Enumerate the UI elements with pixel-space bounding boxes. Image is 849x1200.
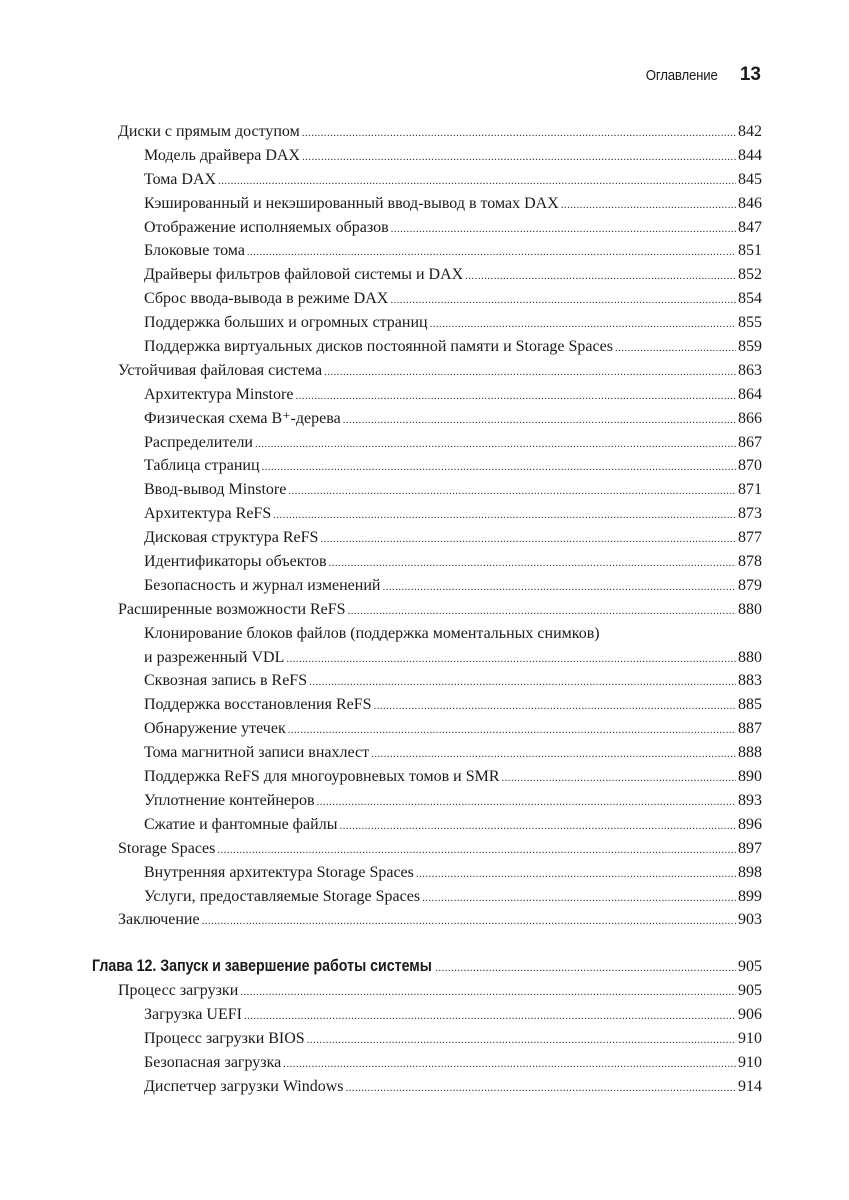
toc-entry (118, 1075, 762, 1099)
page-number: 13 (739, 64, 761, 85)
toc-entry (118, 120, 762, 144)
toc-entry (118, 861, 762, 885)
toc-entry-page: 914 (738, 1077, 762, 1095)
leader-dots (288, 719, 736, 741)
leader-dots (262, 456, 736, 478)
toc-entry-title: Модель драйвера DAX (144, 146, 301, 164)
leader-dots (346, 1077, 737, 1099)
toc-entry-page: 893 (738, 791, 762, 809)
toc-entry (118, 263, 762, 287)
leader-dots (422, 887, 736, 909)
toc-entry-title: Блоковые тома (144, 242, 245, 260)
toc-entry (118, 598, 762, 622)
toc-entry (118, 311, 762, 335)
leader-dots (244, 1005, 736, 1027)
toc-entry-title: Распределители (144, 433, 253, 451)
toc-entry (118, 693, 762, 717)
toc-entry-title: Заключение (118, 911, 200, 929)
leader-dots (615, 337, 736, 359)
toc-entry-title: Поддержка ReFS для многоуровневых томов и SMR (144, 768, 500, 786)
toc-entry-page: 877 (738, 529, 762, 547)
toc-entry-title: Таблица страниц (144, 457, 260, 475)
toc-entry-title: Сжатие и фантомные файлы (144, 815, 338, 833)
leader-dots (240, 981, 736, 1003)
leader-dots (561, 194, 736, 216)
toc-entry-title: Безопасная загрузка (144, 1053, 282, 1071)
toc-entry-title: Услуги, предоставляемые Storage Spaces (144, 887, 421, 905)
toc-entry-title: Процесс загрузки BIOS (144, 1029, 305, 1047)
toc-entry-page: 880 (738, 648, 762, 666)
toc-entry-title: Тома DAX (144, 170, 217, 188)
toc-entry-page: 906 (738, 1005, 762, 1023)
leader-dots (283, 1053, 736, 1075)
toc-entry (118, 1003, 762, 1027)
toc-entry-title: Поддержка виртуальных дисков постоянной памяти и Storage Spaces (144, 338, 613, 356)
toc-entry (118, 574, 762, 598)
leader-dots (382, 576, 736, 598)
toc-entry-title: Поддержка больших и огромных страниц (144, 314, 428, 332)
leader-dots (288, 480, 736, 502)
toc-entry-page: 847 (738, 218, 762, 236)
toc-entry (118, 717, 762, 741)
toc-entry-page: 897 (738, 839, 762, 857)
leader-dots (502, 767, 737, 789)
leader-dots (390, 289, 736, 311)
toc-entry-page: 910 (738, 1029, 762, 1047)
toc-entry-page: 842 (738, 123, 762, 140)
leader-dots (329, 552, 736, 574)
toc-entry-title: Уплотнение контейнеров (144, 791, 315, 809)
toc-entry (118, 192, 762, 216)
toc-entry-title: Сквозная запись в ReFS (144, 672, 308, 690)
toc-entry-page: 885 (738, 696, 762, 714)
running-head-title: Оглавление (646, 67, 718, 84)
toc-entry (118, 837, 762, 861)
toc-entry (118, 478, 762, 502)
leader-dots (374, 695, 736, 717)
leader-dots (217, 839, 736, 861)
running-head (636, 64, 761, 86)
toc-entry-title: Идентификаторы объектов (144, 553, 327, 571)
toc-entry-title: Поддержка восстановления ReFS (144, 696, 372, 714)
toc-entry (118, 813, 762, 837)
toc-entry-page: 855 (738, 314, 762, 332)
toc-entry (118, 526, 762, 550)
toc-entry (118, 1051, 762, 1075)
toc-entry-page: 899 (738, 887, 762, 905)
leader-dots (295, 385, 736, 407)
toc-entry-page: 887 (738, 720, 762, 738)
toc-entry-title: Сброс ввода-вывода в режиме DAX (144, 290, 389, 308)
toc-entry-page: 879 (738, 576, 762, 594)
leader-dots (255, 433, 736, 455)
toc-entry (118, 765, 762, 789)
leader-dots (465, 265, 736, 287)
toc-entry-page: 880 (738, 600, 762, 618)
leader-dots (348, 600, 736, 622)
toc-entry (118, 144, 762, 168)
toc-entry-title: Физическая схема B⁺-дерева (144, 409, 341, 427)
leader-dots (339, 815, 736, 837)
leader-dots (302, 122, 736, 144)
toc-entry-page: 898 (738, 863, 762, 881)
toc-entry-page: 890 (738, 768, 762, 786)
toc-entry-page: 846 (738, 194, 762, 212)
leader-dots (302, 146, 736, 168)
toc-entry (118, 407, 762, 431)
toc-entry-page: 873 (738, 505, 762, 523)
toc-entry-page: 871 (738, 481, 762, 499)
toc-entry-title: Кэшированный и некэшированный ввод-вывод в томах DAX (144, 194, 559, 212)
leader-dots (371, 743, 736, 765)
toc-entry-title: Расширенные возможности ReFS (118, 600, 346, 618)
toc-entry-page: 870 (738, 457, 762, 475)
toc-entry (118, 979, 762, 1003)
toc-entry-title: и разреженный VDL (144, 648, 285, 666)
toc-entry (118, 885, 762, 909)
leader-dots (391, 218, 736, 240)
toc-list (118, 120, 762, 932)
toc-entry-title: Процесс загрузки (118, 982, 239, 999)
toc-entry-title: Внутренняя архитектура Storage Spaces (144, 863, 414, 881)
toc-entry-page: 866 (738, 409, 762, 427)
toc-entry-page: 859 (738, 338, 762, 356)
leader-dots (202, 910, 736, 932)
toc-entry (118, 335, 762, 359)
toc-entry (118, 454, 762, 478)
leader-dots (430, 313, 736, 335)
toc-entry-title: Диспетчер загрузки Windows (144, 1077, 344, 1095)
toc-entry-title: Клонирование блоков файлов (поддержка моментальных снимков) (144, 624, 600, 642)
toc-entry-page: 903 (738, 911, 762, 929)
toc-entry-title: Диски с прямым доступом (118, 123, 300, 140)
toc-entry (118, 239, 762, 263)
toc-entry-page: 844 (738, 146, 762, 164)
toc-entry (118, 1027, 762, 1051)
chapter-heading (92, 954, 762, 978)
toc-entry (118, 550, 762, 574)
leader-dots (286, 648, 736, 670)
toc-entry-title: Загрузка UEFI (144, 1005, 242, 1023)
leader-dots (324, 361, 736, 383)
leader-dots (309, 671, 736, 693)
toc-entry-page: 878 (738, 553, 762, 571)
toc-entry-page: 863 (738, 361, 762, 379)
leader-dots (320, 528, 736, 550)
toc-entry (118, 168, 762, 192)
toc-entry-page: 845 (738, 170, 762, 188)
toc-entry (118, 669, 762, 693)
toc-entry-title: Отображение исполняемых образов (144, 218, 389, 236)
leader-dots (247, 241, 736, 263)
toc-entry-page: 854 (738, 290, 762, 308)
leader-dots (273, 504, 736, 526)
toc-entry-title: Обнаружение утечек (144, 720, 286, 738)
toc-entry-page: 851 (738, 242, 762, 260)
toc-entry-title: Дисковая структура ReFS (144, 529, 319, 547)
toc-entry (118, 359, 762, 383)
toc-entry-page: 852 (738, 266, 762, 284)
toc-entry (118, 383, 762, 407)
toc-entry (118, 287, 762, 311)
toc-entry (118, 741, 762, 765)
chapter-title: Глава 12. Запуск и завершение работы системы (92, 957, 432, 975)
toc-entry-title: Безопасность и журнал изменений (144, 576, 381, 594)
leader-dots (317, 791, 736, 813)
toc-entry-page: 867 (738, 433, 762, 451)
toc-entry-title: Архитектура ReFS (144, 505, 272, 523)
leader-dots (343, 409, 736, 431)
toc-entry-title: Архитектура Minstore (144, 385, 294, 403)
toc-entry-title: Устойчивая файловая система (118, 361, 323, 379)
toc-entry-page: 864 (738, 385, 762, 403)
toc-entry-page: 888 (738, 744, 762, 762)
chapter-toc-list (118, 979, 762, 1098)
leader-dots (416, 863, 736, 885)
toc-entry-page: 896 (738, 815, 762, 833)
toc-entry-page: 905 (738, 982, 762, 999)
toc-entry (118, 646, 762, 670)
toc-entry-page: 910 (738, 1053, 762, 1071)
toc-entry-title: Тома магнитной записи внахлест (144, 744, 370, 762)
toc-entry (118, 622, 762, 646)
toc-entry-page: 883 (738, 672, 762, 690)
toc-entry (118, 502, 762, 526)
leader-dots (218, 170, 736, 192)
toc-entry (118, 908, 762, 932)
leader-dots (307, 1029, 736, 1051)
toc-entry-title: Storage Spaces (118, 839, 216, 857)
chapter-page: 905 (738, 958, 762, 975)
toc-entry (118, 789, 762, 813)
chapter-row (92, 954, 762, 978)
toc-entry (118, 216, 762, 240)
toc-entry (118, 431, 762, 455)
toc-entry-title: Ввод-вывод Minstore (144, 481, 287, 499)
toc-entry-title: Драйверы фильтров файловой системы и DAX (144, 266, 464, 284)
leader-dots (435, 956, 736, 978)
